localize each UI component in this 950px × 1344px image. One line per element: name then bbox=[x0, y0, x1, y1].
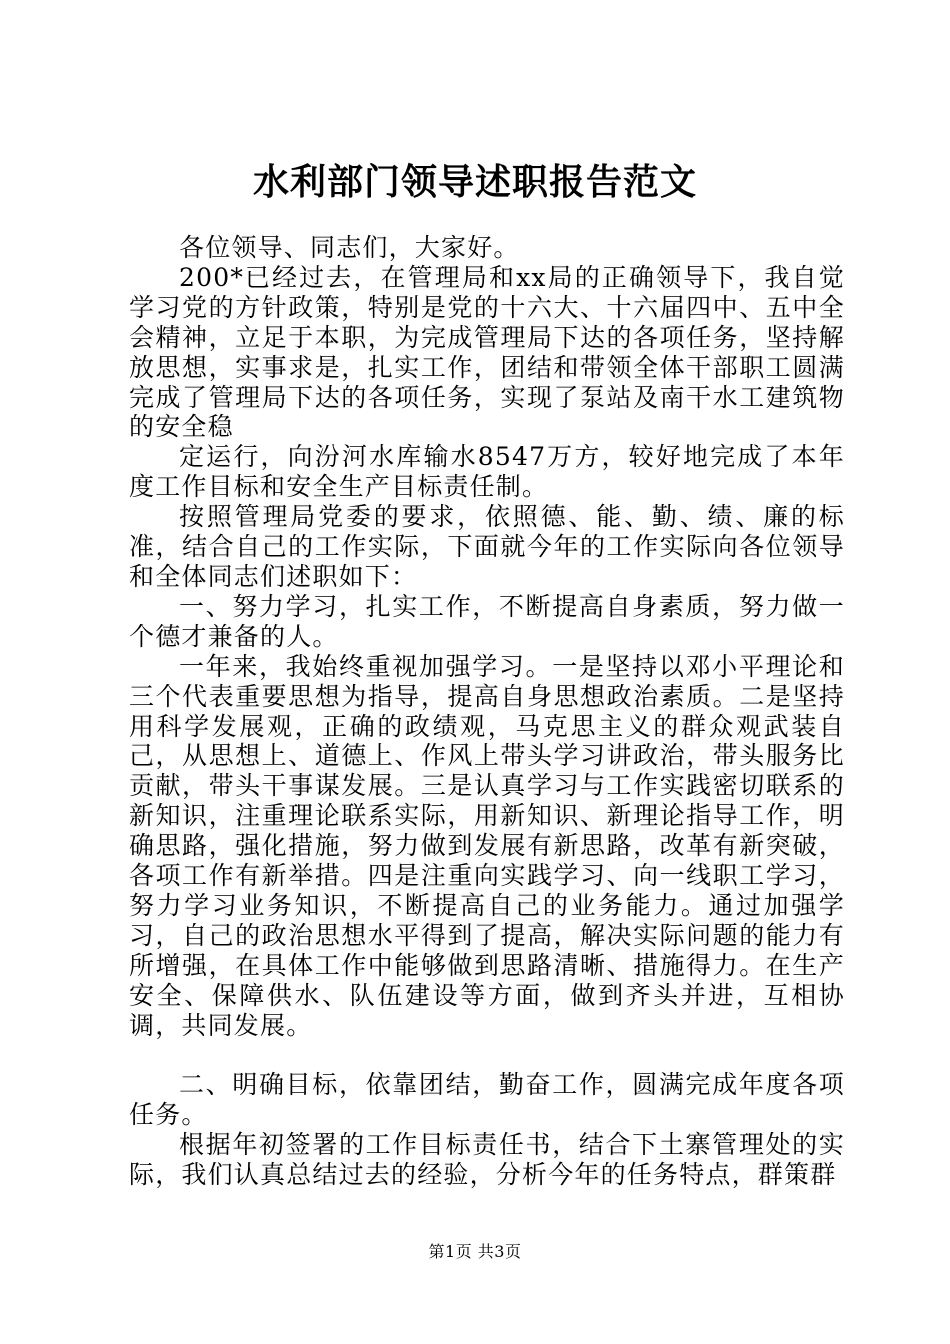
paragraph-targets: 根据年初签署的工作目标责任书，结合下土寨管理处的实际，我们认真总结过去的经验，分析今年的任务特点，群策群 bbox=[129, 1130, 845, 1190]
paragraph-intro: 200*已经过去，在管理局和xx局的正确领导下，我自觉学习党的方针政策，特别是党的十六大、十六届四中、五中全会精神，立足于本职，为完成管理局下达的各项任务，坚持解放思想，实事求是，扎实工作，团结和带领全体干部职工圆满完成了管理局下达的各项任务，实现了泵站及南干水工建筑物的安全稳 bbox=[129, 262, 845, 442]
paragraph-study: 一年来，我始终重视加强学习。一是坚持以邓小平理论和三个代表重要思想为指导，提高自身思想政治素质。二是坚持用科学发展观，正确的政绩观，马克思主义的群众观武装自己，从思想上、道德上、作风上带头学习讲政治，带头服务比贡献，带头干事谋发展。三是认真学习与工作实践密切联系的新知识，注重理论联系实际，用新知识、新理论指导工作，明确思路，强化措施，努力做到发展有新思路，改革有新突破，各项工作有新举措。四是注重向实践学习、向一线职工学习，努力学习业务知识，不断提高自己的业务能力。通过加强学习，自己的政治思想水平得到了提高，解决实际问题的能力有所增强，在具体工作中能够做到思路清晰、措施得力。在生产安全、保障供水、队伍建设等方面，做到齐头并进，互相协调，共同发展。 bbox=[129, 651, 845, 1040]
section-heading-2: 二、明确目标，依靠团结，勤奋工作，圆满完成年度各项任务。 bbox=[129, 1070, 845, 1130]
paragraph-greeting: 各位领导、同志们，大家好。 bbox=[179, 233, 520, 262]
document-body bbox=[129, 233, 845, 1190]
section-heading-1: 一、努力学习，扎实工作，不断提高自身素质，努力做一个德才兼备的人。 bbox=[129, 591, 845, 651]
paragraph-report-basis: 按照管理局党委的要求，依照德、能、勤、绩、廉的标准，结合自己的工作实际，下面就今年的工作实际向各位领导和全体同志们述职如下： bbox=[129, 502, 845, 591]
document-title: 水利部门领导述职报告范文 bbox=[252, 161, 697, 203]
page-number-footer: 第1页 共3页 bbox=[428, 1242, 522, 1261]
paragraph-water-supply: 定运行，向汾河水库输水8547万方，较好地完成了本年度工作目标和安全生产目标责任制。 bbox=[129, 442, 845, 502]
